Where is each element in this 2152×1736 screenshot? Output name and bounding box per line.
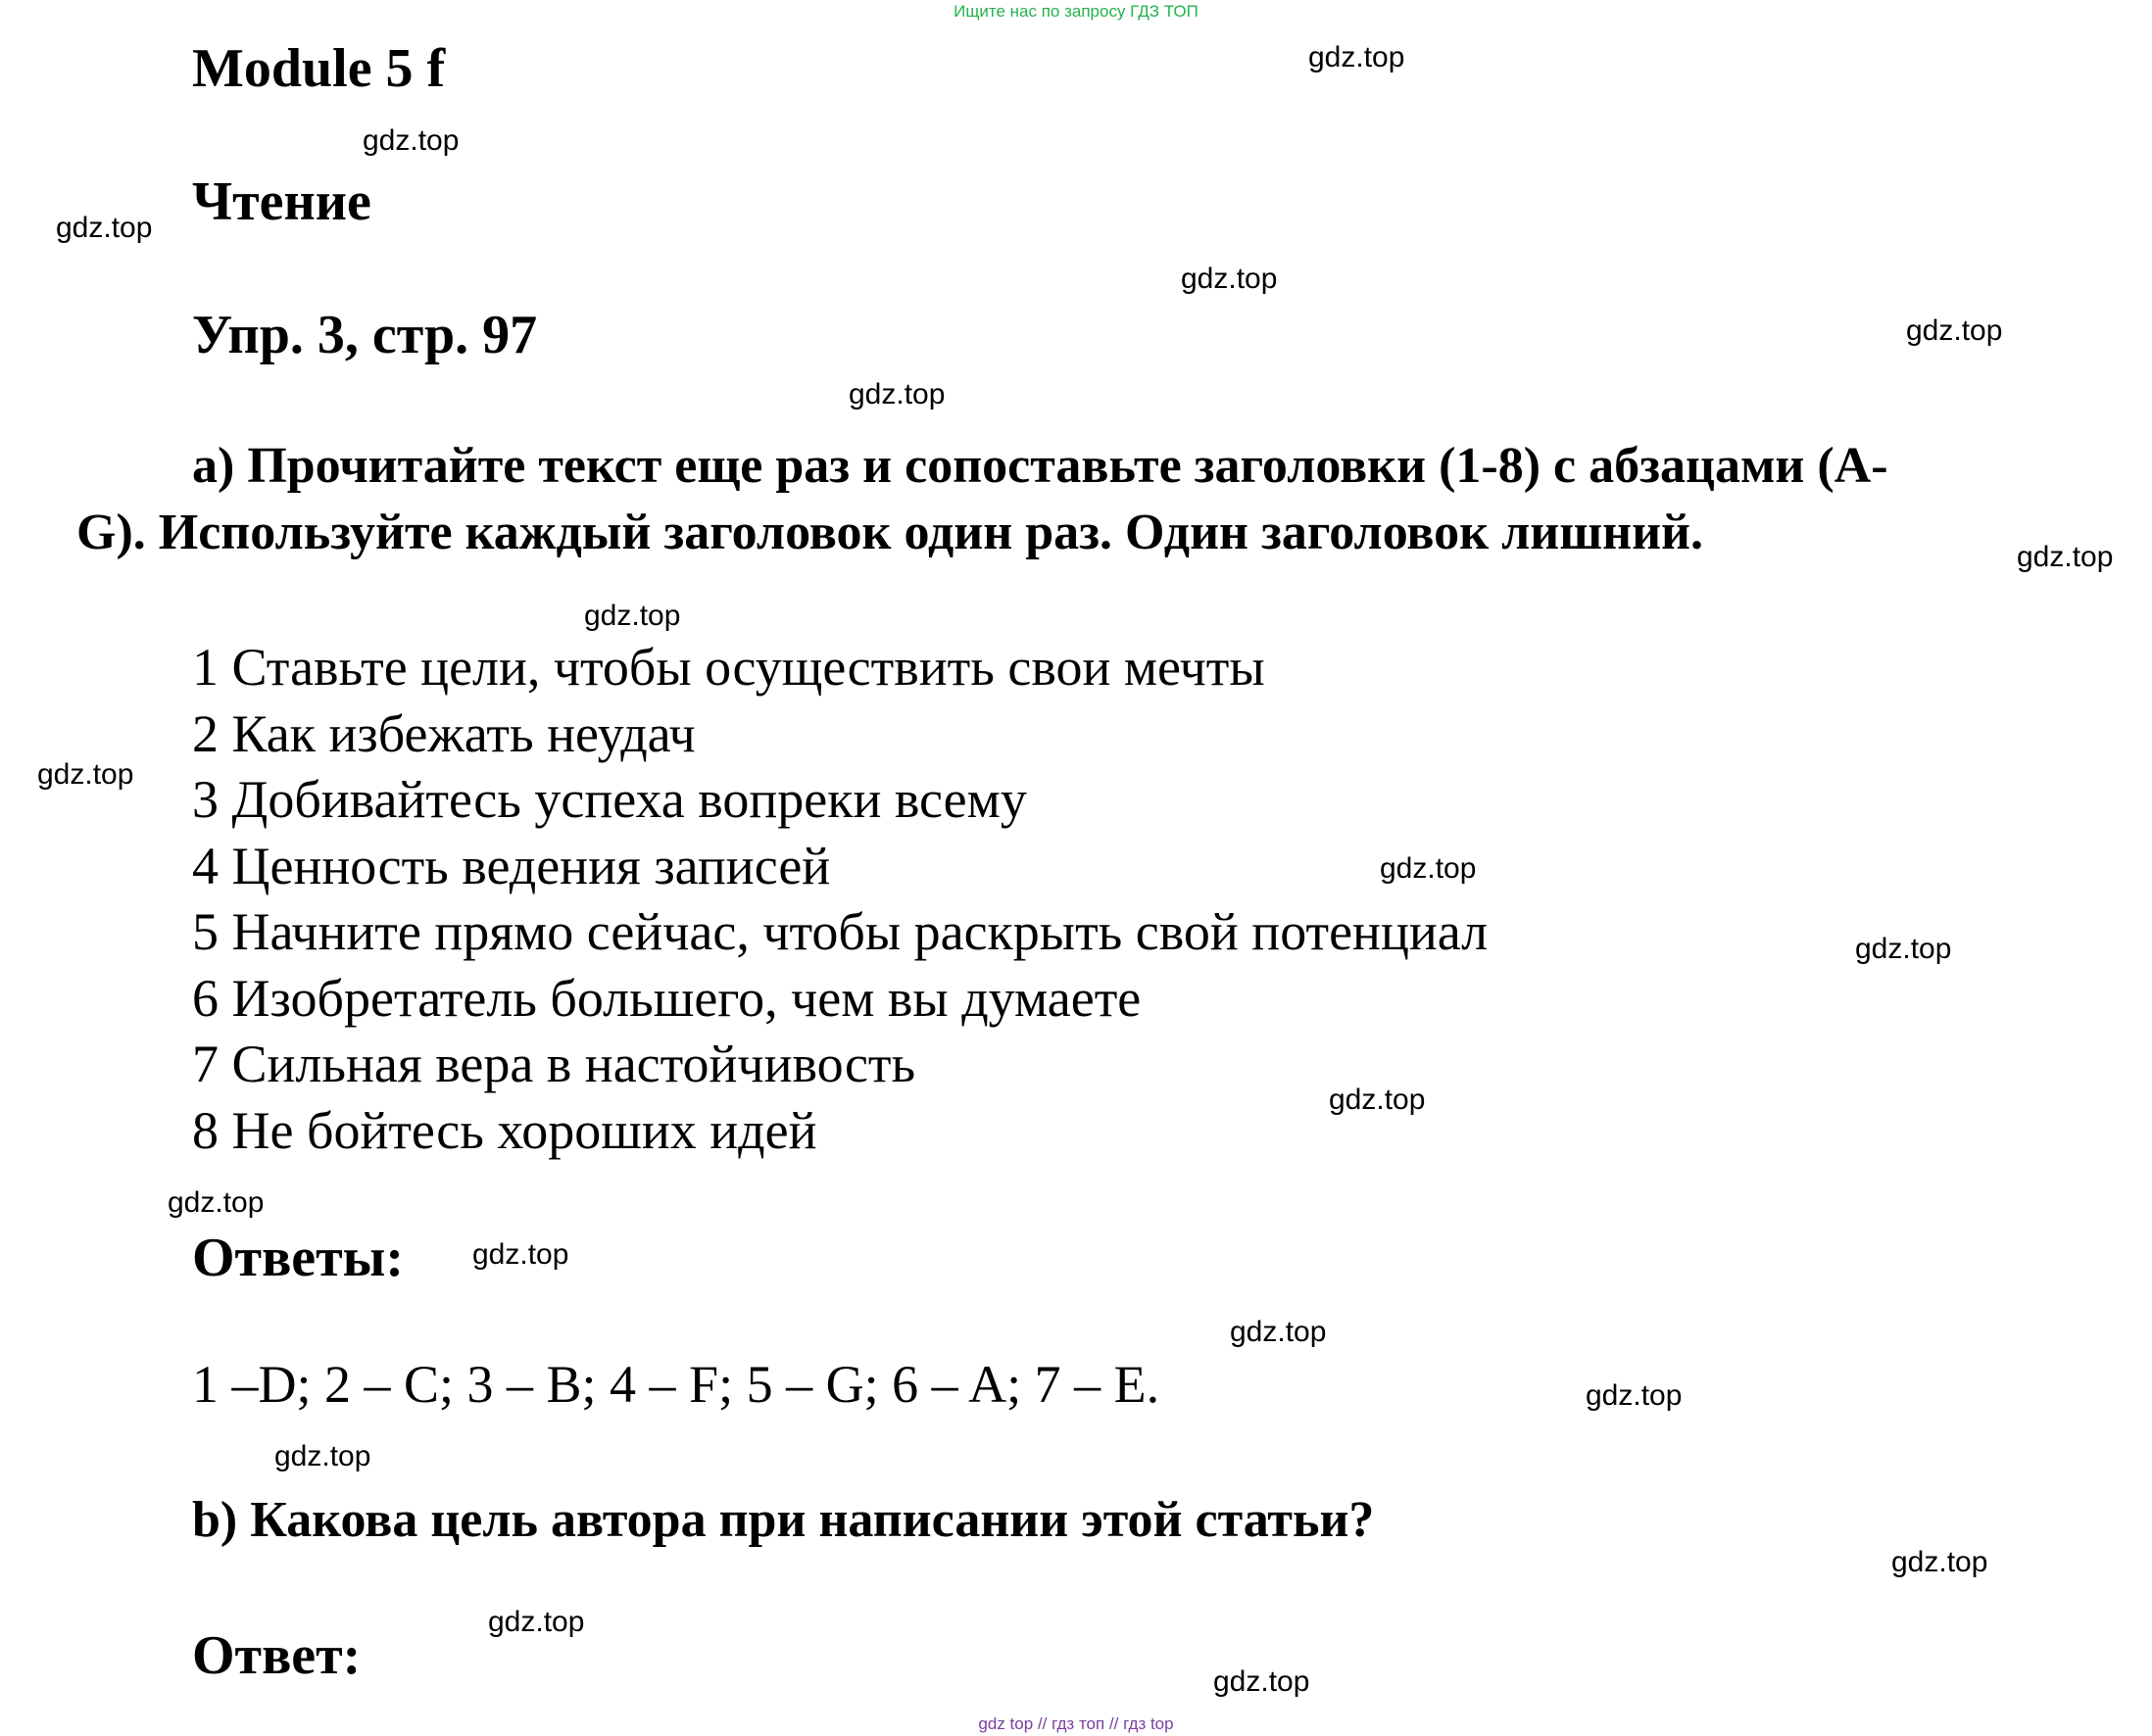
list-item: 7 Сильная вера в настойчивость (192, 1035, 916, 1093)
watermark: gdz.top (37, 758, 134, 791)
section-title: Чтение (192, 171, 371, 232)
watermark: gdz.top (1308, 41, 1405, 73)
task-b: b) Какова цель автора при написании этой статьи? (192, 1492, 1375, 1548)
list-item: 2 Как избежать неудач (192, 703, 696, 763)
watermark: gdz.top (584, 600, 681, 632)
list-item: 5 Начните прямо сейчас, чтобы раскрыть свой потенциал (192, 902, 1489, 961)
answer-label: Ответ: (192, 1625, 362, 1686)
watermark: gdz.top (56, 212, 153, 244)
watermark: gdz.top (1586, 1379, 1683, 1412)
watermark: gdz.top (849, 378, 946, 410)
answers-label: Ответы: (192, 1228, 405, 1288)
task-a-line-1: a) Прочитайте текст еще раз и сопоставьте заголовки (1-8) с абзацами (A- (192, 438, 1888, 494)
watermark: gdz.top (1230, 1316, 1327, 1348)
list-item: 6 Изобретатель большего, чем вы думаете (192, 968, 1142, 1028)
answers-value: 1 –D; 2 – C; 3 – B; 4 – F; 5 – G; 6 – A; 7 – E. (192, 1355, 1160, 1414)
list-item: 1 Ставьте цели, чтобы осуществить свои мечты (192, 638, 1265, 697)
bottom-banner: gdz top // гдз топ // гдз top (978, 1714, 1174, 1733)
watermark: gdz.top (2017, 541, 2114, 573)
top-banner-link[interactable]: Ищите нас по запросу ГДЗ ТОП (954, 2, 1198, 21)
watermark: gdz.top (363, 124, 460, 157)
list-item: 4 Ценность ведения записей (192, 836, 831, 895)
watermark: gdz.top (1855, 933, 1952, 965)
task-a-line-2: G). Используйте каждый заголовок один раз. Один заголовок лишний. (76, 505, 1704, 560)
watermark: gdz.top (1906, 314, 2003, 347)
watermark: gdz.top (1181, 263, 1278, 295)
exercise-title: Упр. 3, стр. 97 (192, 305, 538, 365)
watermark: gdz.top (472, 1238, 569, 1271)
watermark: gdz.top (1329, 1084, 1426, 1116)
watermark: gdz.top (168, 1186, 265, 1219)
watermark: gdz.top (1380, 852, 1477, 885)
watermark: gdz.top (1891, 1546, 1988, 1578)
module-title: Module 5 f (192, 38, 446, 99)
headings-list (192, 635, 1488, 1164)
watermark: gdz.top (1213, 1665, 1310, 1698)
list-item: 3 Добивайтесь успеха вопреки всему (192, 770, 1027, 829)
watermark: gdz.top (274, 1440, 371, 1472)
list-item: 8 Не бойтесь хороших идей (192, 1100, 817, 1160)
watermark: gdz.top (488, 1606, 585, 1638)
